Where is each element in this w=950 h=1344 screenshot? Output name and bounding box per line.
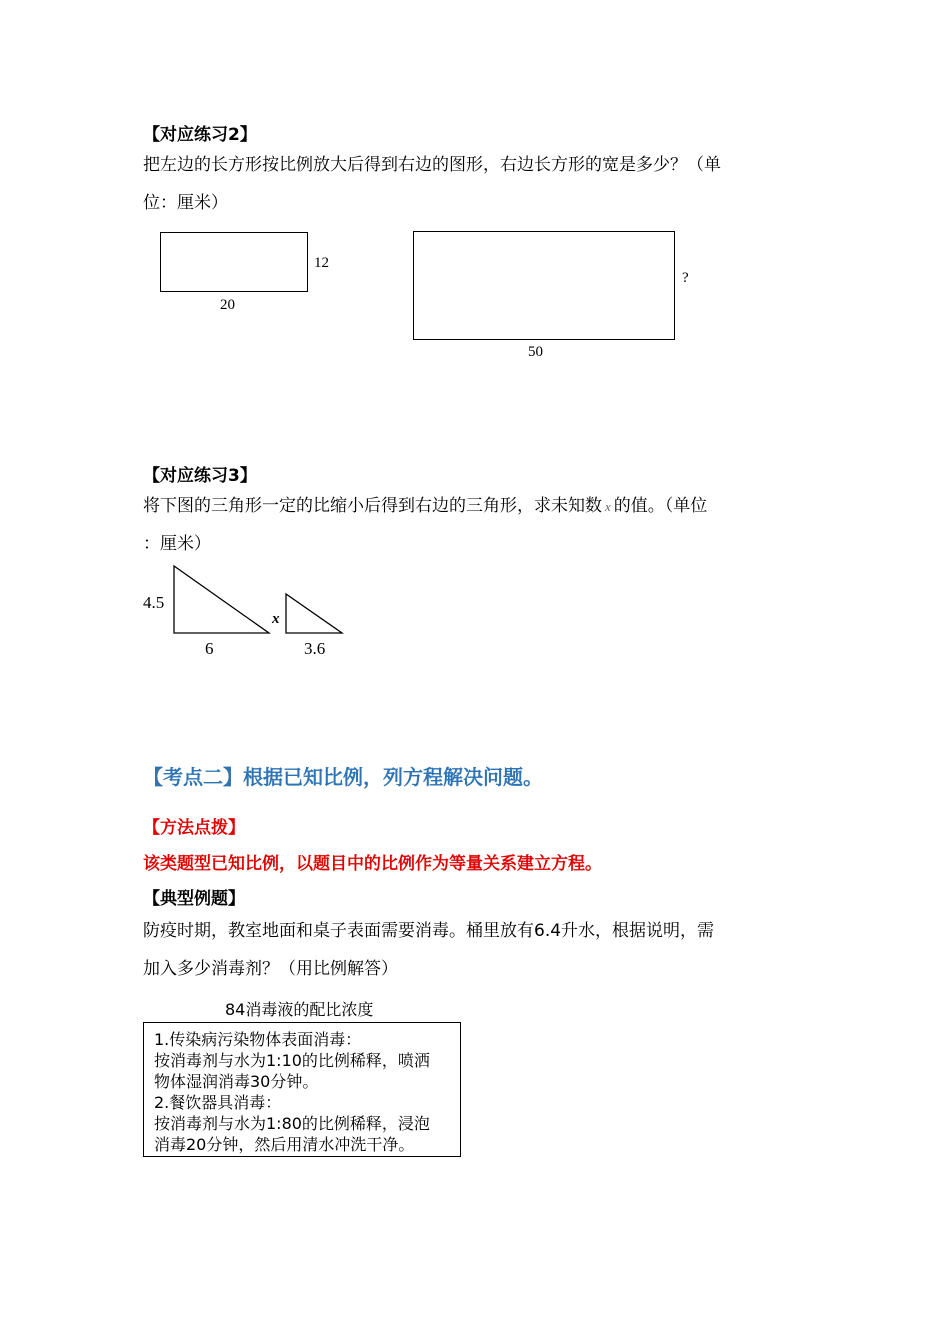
large-rectangle-width-label: 50	[528, 344, 543, 360]
big-triangle-height-label: 4.5	[143, 593, 165, 612]
small-rectangle-width-label: 20	[220, 297, 235, 313]
practice-3-question-part-b: 的值。（单位	[613, 496, 708, 516]
practice-2-question-line1: 把左边的长方形按比例放大后得到右边的图形，右边长方形的宽是多少？（单	[143, 155, 721, 175]
practice-3-question-line1	[143, 496, 707, 517]
practice-2-title: 【对应练习2】	[143, 125, 257, 145]
notice-line: 消毒20分钟，然后用清水冲洗干净。	[154, 1135, 415, 1154]
small-rectangle	[160, 232, 308, 292]
practice-3-question-part-a: 将下图的三角形一定的比缩小后得到右边的三角形，求未知数	[143, 496, 602, 516]
example-question-line2: 加入多少消毒剂？（用比例解答）	[143, 959, 398, 979]
small-rectangle-height-label: 12	[314, 255, 329, 271]
notice-line: 按消毒剂与水为1:80的比例稀释，浸泡	[154, 1114, 430, 1133]
method-title: 【方法点拨】	[143, 818, 245, 838]
big-triangle	[174, 566, 269, 633]
small-triangle-height-label: x	[272, 611, 280, 627]
section-2-title: 【考点二】根据已知比例，列方程解决问题。	[143, 765, 543, 789]
notice-line: 按消毒剂与水为1:10的比例稀释，喷洒	[154, 1051, 430, 1070]
notice-line: 1.传染病污染物体表面消毒：	[154, 1030, 362, 1049]
triangles-figure	[170, 560, 350, 640]
practice-2-question-line2: 位：厘米）	[143, 193, 228, 213]
practice-3-question-line2: ：厘米）	[143, 534, 211, 554]
notice-line: 物体湿润消毒30分钟。	[154, 1072, 319, 1091]
example-question-line1: 防疫时期，教室地面和桌子表面需要消毒。桶里放有6.4升水，根据说明，需	[143, 921, 715, 941]
big-triangle-base-label: 6	[205, 639, 214, 658]
method-text: 该类题型已知比例，以题目中的比例作为等量关系建立方程。	[143, 854, 602, 874]
large-rectangle-height-label: ?	[682, 270, 689, 286]
large-rectangle	[413, 231, 675, 340]
example-title: 【典型例题】	[143, 889, 245, 909]
disinfectant-notice-box	[143, 1022, 461, 1157]
small-triangle-base-label: 3.6	[304, 639, 326, 658]
practice-3-unknown-x: x	[605, 499, 611, 514]
practice-3-title: 【对应练习3】	[143, 466, 257, 486]
notice-caption: 84消毒液的配比浓度	[225, 1000, 374, 1019]
notice-line: 2.餐饮器具消毒：	[154, 1093, 282, 1112]
small-triangle	[286, 594, 342, 633]
